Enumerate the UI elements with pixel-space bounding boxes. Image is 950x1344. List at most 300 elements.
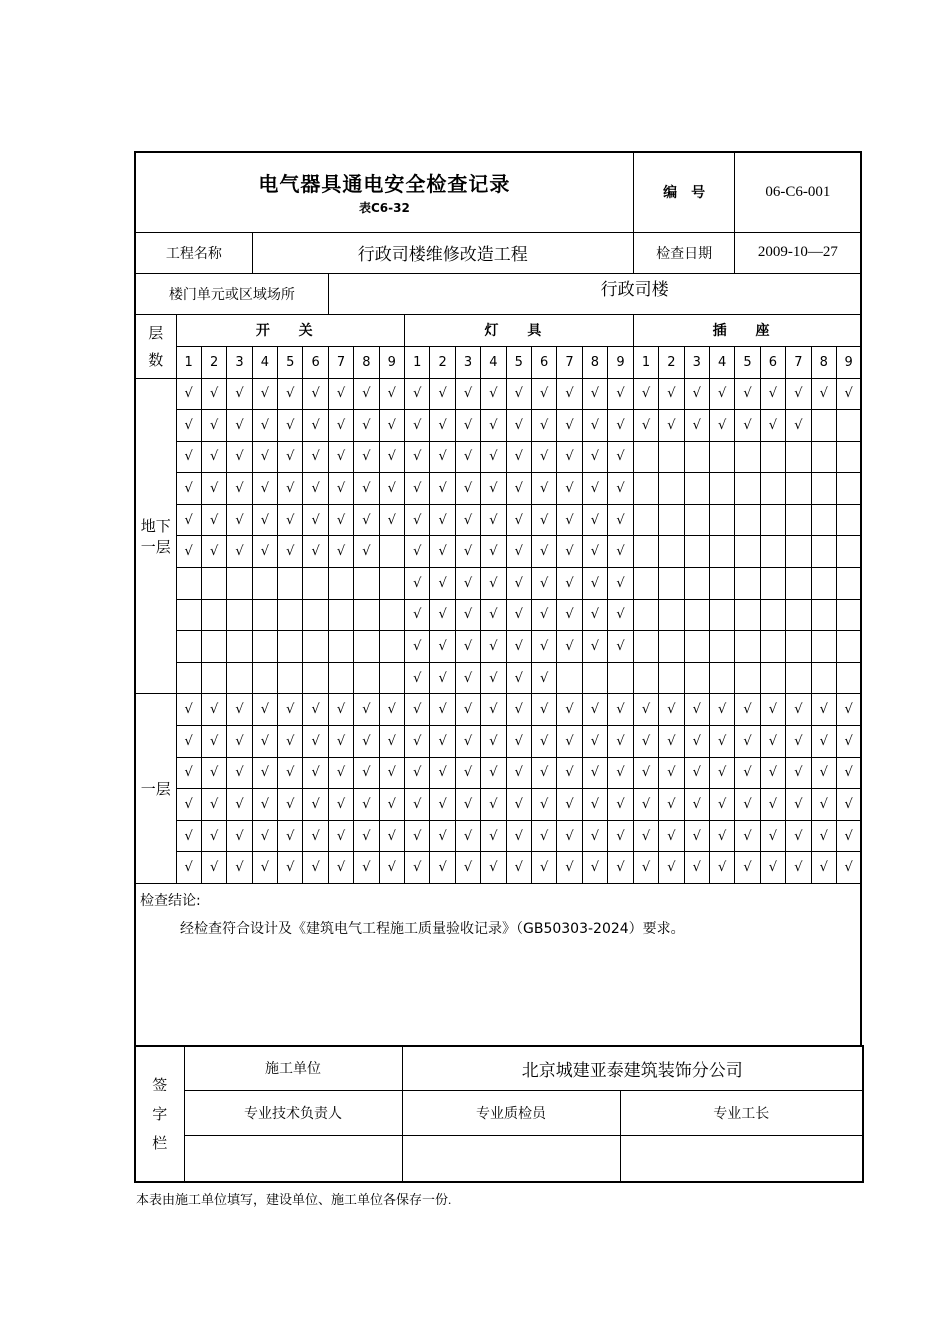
check-cell: [709, 662, 734, 694]
table-row: [135, 852, 861, 884]
check-cell: √: [760, 852, 785, 884]
column-number: 6: [303, 346, 328, 378]
check-cell: √: [455, 473, 480, 505]
check-cell: √: [252, 410, 277, 442]
check-cell: √: [531, 694, 556, 726]
check-cell: [379, 536, 404, 568]
check-cell: √: [278, 441, 303, 473]
check-cell: √: [430, 441, 455, 473]
check-cell: √: [659, 820, 684, 852]
check-cell: [836, 568, 861, 600]
project-name-value: 行政司楼维修改造工程: [252, 232, 633, 273]
check-cell: [684, 568, 709, 600]
check-cell: [227, 662, 252, 694]
check-cell: √: [328, 378, 353, 410]
table-row: [135, 757, 861, 789]
check-cell: √: [608, 410, 634, 442]
construction-unit-label: 施工单位: [184, 1046, 402, 1091]
check-cell: [252, 662, 277, 694]
check-cell: √: [684, 410, 709, 442]
check-cell: √: [354, 694, 379, 726]
check-cell: √: [633, 694, 658, 726]
check-cell: √: [354, 726, 379, 758]
check-cell: √: [430, 410, 455, 442]
check-cell: √: [481, 694, 506, 726]
check-cell: [786, 662, 811, 694]
check-cell: √: [227, 757, 252, 789]
check-cell: √: [811, 820, 836, 852]
column-number: 7: [557, 346, 582, 378]
check-cell: √: [455, 410, 480, 442]
check-cell: √: [176, 536, 201, 568]
check-cell: √: [531, 757, 556, 789]
check-cell: [684, 599, 709, 631]
check-cell: √: [506, 410, 531, 442]
check-cell: [786, 599, 811, 631]
check-cell: √: [252, 378, 277, 410]
check-cell: √: [303, 378, 328, 410]
check-cell: √: [455, 662, 480, 694]
check-cell: [811, 410, 836, 442]
check-cell: √: [557, 410, 582, 442]
check-cell: √: [659, 694, 684, 726]
check-cell: √: [836, 757, 861, 789]
check-cell: [278, 631, 303, 663]
check-cell: √: [455, 536, 480, 568]
check-cell: √: [455, 694, 480, 726]
check-cell: √: [582, 820, 607, 852]
check-cell: √: [430, 694, 455, 726]
conclusion-cell: [135, 884, 861, 1046]
check-cell: [760, 536, 785, 568]
check-cell: √: [659, 378, 684, 410]
check-cell: [811, 473, 836, 505]
check-cell: √: [328, 504, 353, 536]
check-cell: √: [557, 631, 582, 663]
check-cell: √: [659, 789, 684, 821]
construction-unit-value: 北京城建亚泰建筑装饰分公司: [402, 1046, 863, 1091]
check-cell: √: [836, 820, 861, 852]
check-cell: √: [201, 789, 226, 821]
floor-label-line: 一层: [140, 539, 171, 556]
column-number: 3: [684, 346, 709, 378]
check-cell: [760, 662, 785, 694]
check-cell: √: [252, 852, 277, 884]
check-cell: [582, 662, 607, 694]
check-cell: [354, 631, 379, 663]
check-cell: √: [201, 473, 226, 505]
check-cell: √: [379, 473, 404, 505]
signature-foreman[interactable]: [620, 1136, 863, 1182]
check-cell: √: [506, 599, 531, 631]
check-cell: [227, 599, 252, 631]
signature-tech-lead[interactable]: [184, 1136, 402, 1182]
check-cell: √: [506, 789, 531, 821]
column-number: 6: [760, 346, 785, 378]
check-cell: √: [201, 820, 226, 852]
check-cell: √: [709, 852, 734, 884]
check-cell: √: [557, 568, 582, 600]
check-cell: [684, 662, 709, 694]
check-cell: √: [633, 410, 658, 442]
check-cell: √: [481, 852, 506, 884]
check-cell: [328, 599, 353, 631]
check-cell: √: [557, 726, 582, 758]
check-cell: √: [608, 378, 634, 410]
check-cell: √: [430, 789, 455, 821]
table-row: [135, 536, 861, 568]
check-cell: [278, 662, 303, 694]
check-cell: √: [709, 694, 734, 726]
check-cell: √: [252, 473, 277, 505]
check-cell: √: [430, 568, 455, 600]
check-cell: √: [379, 789, 404, 821]
check-cell: [735, 568, 760, 600]
check-cell: √: [582, 410, 607, 442]
check-cell: √: [354, 536, 379, 568]
check-cell: [811, 504, 836, 536]
column-number: 8: [811, 346, 836, 378]
check-cell: √: [227, 378, 252, 410]
check-cell: √: [659, 410, 684, 442]
check-cell: √: [481, 599, 506, 631]
check-cell: √: [176, 757, 201, 789]
check-cell: √: [582, 378, 607, 410]
check-cell: [354, 662, 379, 694]
column-number: 2: [659, 346, 684, 378]
check-cell: √: [303, 820, 328, 852]
check-cell: [786, 536, 811, 568]
check-cell: √: [760, 378, 785, 410]
check-cell: [557, 662, 582, 694]
check-cell: √: [557, 473, 582, 505]
check-cell: √: [227, 852, 252, 884]
check-cell: √: [405, 631, 430, 663]
check-cell: [201, 599, 226, 631]
check-cell: [328, 662, 353, 694]
column-number: 4: [252, 346, 277, 378]
check-cell: √: [354, 820, 379, 852]
column-number: 3: [455, 346, 480, 378]
number-label: 编 号: [633, 152, 735, 232]
check-cell: [709, 599, 734, 631]
table-row: [135, 726, 861, 758]
check-cell: √: [430, 820, 455, 852]
check-cell: [760, 631, 785, 663]
check-cell: [735, 504, 760, 536]
check-cell: √: [481, 757, 506, 789]
column-number: 9: [608, 346, 634, 378]
check-cell: √: [684, 852, 709, 884]
check-cell: √: [557, 599, 582, 631]
check-cell: √: [354, 473, 379, 505]
check-cell: √: [811, 789, 836, 821]
check-cell: √: [430, 662, 455, 694]
check-cell: √: [760, 789, 785, 821]
check-cell: √: [303, 726, 328, 758]
check-cell: √: [760, 820, 785, 852]
check-cell: √: [582, 757, 607, 789]
check-cell: √: [506, 504, 531, 536]
check-cell: √: [811, 726, 836, 758]
check-cell: √: [176, 726, 201, 758]
check-cell: √: [633, 789, 658, 821]
check-cell: √: [303, 441, 328, 473]
check-cell: √: [786, 820, 811, 852]
form-title: 电气器具通电安全检查记录: [258, 172, 511, 197]
check-cell: √: [405, 504, 430, 536]
check-cell: √: [684, 789, 709, 821]
check-cell: √: [608, 789, 634, 821]
check-cell: √: [176, 852, 201, 884]
check-cell: √: [735, 757, 760, 789]
check-cell: √: [455, 631, 480, 663]
column-number: 7: [328, 346, 353, 378]
check-cell: [633, 568, 658, 600]
check-cell: √: [608, 820, 634, 852]
check-cell: √: [531, 568, 556, 600]
check-cell: √: [278, 378, 303, 410]
check-cell: √: [557, 378, 582, 410]
check-cell: √: [430, 631, 455, 663]
check-cell: [354, 568, 379, 600]
check-cell: [811, 536, 836, 568]
check-cell: [379, 568, 404, 600]
check-cell: √: [786, 726, 811, 758]
check-cell: [760, 473, 785, 505]
signature-quality-inspector[interactable]: [402, 1136, 620, 1182]
check-cell: √: [328, 820, 353, 852]
check-cell: √: [405, 820, 430, 852]
check-cell: √: [430, 852, 455, 884]
check-cell: [811, 662, 836, 694]
check-cell: √: [405, 536, 430, 568]
check-cell: √: [328, 789, 353, 821]
check-cell: √: [557, 536, 582, 568]
table-row: [135, 631, 861, 663]
check-cell: √: [201, 852, 226, 884]
check-cell: √: [176, 410, 201, 442]
column-number: 9: [379, 346, 404, 378]
check-cell: √: [735, 820, 760, 852]
check-cell: [379, 631, 404, 663]
check-cell: √: [506, 441, 531, 473]
check-cell: √: [506, 568, 531, 600]
check-cell: √: [608, 441, 634, 473]
check-cell: √: [430, 473, 455, 505]
role-quality-inspector: 专业质检员: [402, 1091, 620, 1136]
check-cell: [201, 631, 226, 663]
check-cell: [735, 473, 760, 505]
check-cell: √: [201, 694, 226, 726]
check-cell: √: [735, 694, 760, 726]
check-cell: √: [405, 789, 430, 821]
check-cell: [252, 599, 277, 631]
check-cell: [811, 599, 836, 631]
check-cell: [633, 441, 658, 473]
check-cell: √: [455, 820, 480, 852]
column-number: 1: [405, 346, 430, 378]
check-cell: √: [455, 599, 480, 631]
check-cell: √: [709, 410, 734, 442]
check-cell: √: [557, 441, 582, 473]
check-cell: [684, 473, 709, 505]
check-cell: √: [252, 726, 277, 758]
check-cell: √: [405, 662, 430, 694]
check-cell: √: [582, 504, 607, 536]
check-cell: √: [278, 789, 303, 821]
check-cell: √: [481, 504, 506, 536]
column-number: 2: [430, 346, 455, 378]
check-cell: √: [582, 568, 607, 600]
check-cell: [303, 662, 328, 694]
check-cell: √: [354, 504, 379, 536]
check-cell: [836, 599, 861, 631]
check-cell: √: [303, 410, 328, 442]
check-cell: [836, 441, 861, 473]
check-cell: √: [227, 410, 252, 442]
check-cell: √: [379, 504, 404, 536]
check-cell: √: [608, 536, 634, 568]
check-cell: √: [252, 504, 277, 536]
check-cell: [252, 568, 277, 600]
check-cell: [201, 662, 226, 694]
check-cell: √: [328, 441, 353, 473]
check-cell: √: [227, 473, 252, 505]
check-cell: √: [709, 789, 734, 821]
check-cell: √: [252, 536, 277, 568]
check-cell: √: [328, 852, 353, 884]
check-cell: √: [328, 726, 353, 758]
group-switch: 开 关: [176, 314, 405, 346]
check-cell: √: [278, 852, 303, 884]
check-cell: √: [684, 757, 709, 789]
check-cell: √: [303, 504, 328, 536]
check-cell: √: [531, 441, 556, 473]
check-cell: [786, 631, 811, 663]
check-cell: √: [303, 852, 328, 884]
check-cell: [709, 441, 734, 473]
column-number: 4: [709, 346, 734, 378]
column-number: 7: [786, 346, 811, 378]
check-cell: √: [531, 410, 556, 442]
conclusion-label: 检查结论:: [140, 893, 201, 909]
check-cell: √: [531, 536, 556, 568]
check-cell: √: [481, 789, 506, 821]
check-cell: √: [481, 662, 506, 694]
check-cell: √: [354, 378, 379, 410]
check-cell: [328, 631, 353, 663]
area-label: 楼门单元或区域场所: [135, 273, 328, 314]
check-cell: [633, 536, 658, 568]
role-foreman: 专业工长: [620, 1091, 863, 1136]
check-cell: [659, 536, 684, 568]
check-cell: √: [506, 662, 531, 694]
check-cell: √: [278, 473, 303, 505]
check-cell: √: [531, 378, 556, 410]
check-cell: √: [760, 694, 785, 726]
signature-table: [134, 1045, 864, 1183]
check-cell: √: [659, 852, 684, 884]
check-cell: √: [684, 378, 709, 410]
project-name-label: 工程名称: [135, 232, 252, 273]
check-cell: √: [633, 726, 658, 758]
check-cell: √: [481, 726, 506, 758]
check-cell: √: [709, 820, 734, 852]
check-date-label: 检查日期: [633, 232, 735, 273]
table-row: [135, 441, 861, 473]
check-cell: [709, 473, 734, 505]
table-row: [135, 568, 861, 600]
check-cell: [176, 599, 201, 631]
check-cell: √: [836, 378, 861, 410]
check-cell: √: [735, 726, 760, 758]
check-cell: √: [278, 820, 303, 852]
check-cell: [836, 410, 861, 442]
check-cell: √: [379, 820, 404, 852]
check-cell: √: [811, 694, 836, 726]
column-number: 9: [836, 346, 861, 378]
record-table: [134, 151, 862, 1047]
check-cell: √: [455, 504, 480, 536]
check-cell: √: [659, 757, 684, 789]
check-cell: [684, 441, 709, 473]
area-value: [328, 273, 861, 314]
check-cell: √: [531, 631, 556, 663]
floor-label: [135, 378, 176, 694]
check-cell: [836, 662, 861, 694]
check-cell: [278, 599, 303, 631]
check-cell: √: [531, 599, 556, 631]
check-cell: √: [252, 789, 277, 821]
check-cell: √: [354, 852, 379, 884]
check-cell: [659, 568, 684, 600]
check-cell: √: [252, 694, 277, 726]
group-lamp: 灯 具: [405, 314, 634, 346]
check-cell: √: [557, 789, 582, 821]
check-cell: √: [786, 852, 811, 884]
sig-char-1: 签: [152, 1076, 168, 1094]
check-cell: √: [608, 473, 634, 505]
check-cell: [760, 441, 785, 473]
check-cell: √: [557, 852, 582, 884]
check-cell: √: [455, 568, 480, 600]
check-cell: √: [709, 378, 734, 410]
check-cell: √: [684, 820, 709, 852]
check-cell: [684, 631, 709, 663]
check-cell: √: [176, 473, 201, 505]
check-cell: √: [735, 852, 760, 884]
check-cell: [735, 536, 760, 568]
check-cell: √: [227, 789, 252, 821]
check-cell: [176, 631, 201, 663]
check-cell: √: [582, 441, 607, 473]
check-cell: √: [760, 757, 785, 789]
check-cell: √: [836, 726, 861, 758]
signature-section-label: [135, 1046, 184, 1182]
check-cell: √: [201, 726, 226, 758]
check-cell: √: [786, 694, 811, 726]
table-row: [135, 378, 861, 410]
check-cell: √: [481, 631, 506, 663]
check-cell: √: [506, 694, 531, 726]
check-cell: √: [735, 789, 760, 821]
check-cell: [303, 631, 328, 663]
check-cell: [709, 568, 734, 600]
title-cell: [135, 152, 633, 232]
check-cell: √: [278, 757, 303, 789]
check-cell: √: [786, 378, 811, 410]
